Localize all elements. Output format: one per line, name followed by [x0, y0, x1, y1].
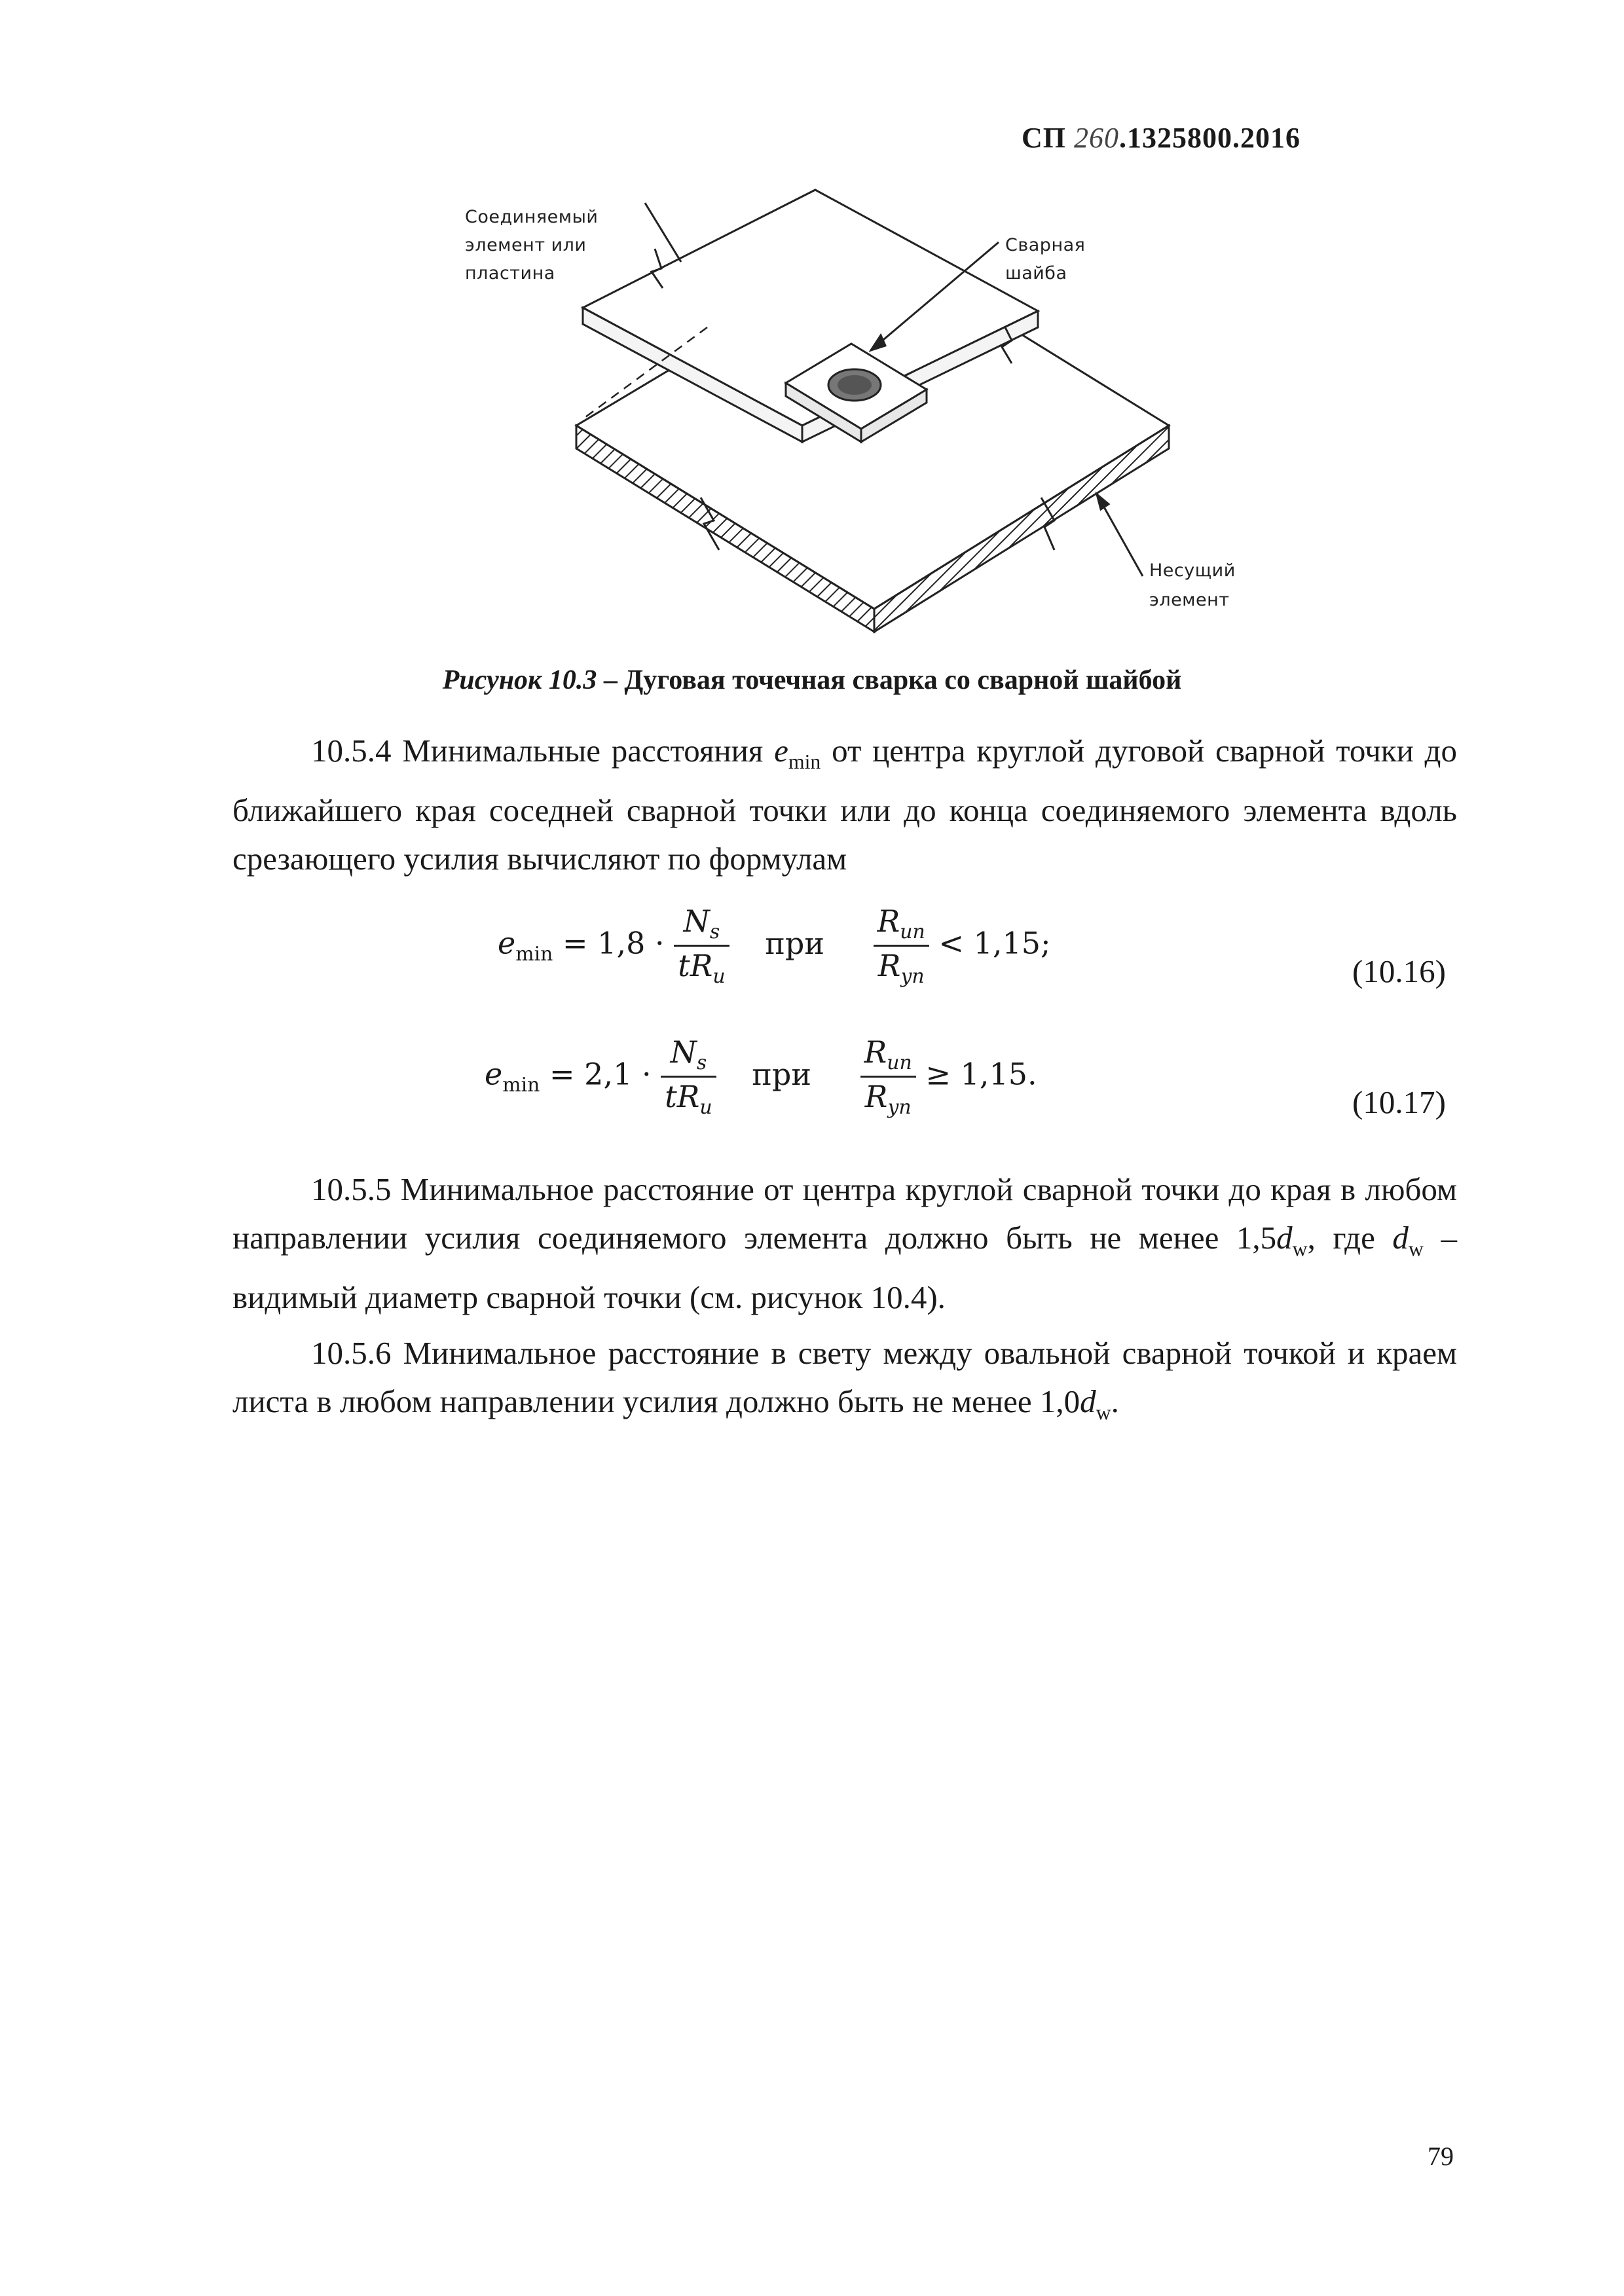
- condition-numerator-symbol: R: [864, 1034, 887, 1070]
- symbol-e: e: [774, 733, 788, 769]
- paragraph-text: Минимальное расстояние в свету между овальной сварной точкой и краем листа в любом направлении усилия должно быть не менее 1,0: [232, 1335, 1457, 1419]
- numerator-symbol: N: [670, 1034, 697, 1070]
- formula-lhs-subscript: min: [515, 942, 553, 966]
- fraction-denominator: [661, 1078, 716, 1119]
- clause-number: 10.5.4: [311, 733, 392, 769]
- formula-fraction: [674, 903, 729, 988]
- paragraph-10-5-4: [232, 727, 1457, 883]
- paragraph-text: Минимальные расстояния: [391, 733, 775, 769]
- fraction-numerator: [661, 1034, 716, 1078]
- document-code-prefix: СП: [1022, 122, 1074, 154]
- symbol-d: d: [1080, 1383, 1096, 1419]
- condition-relation: < 1,15;: [929, 925, 1051, 961]
- paragraph-text: , где: [1307, 1220, 1393, 1256]
- formula-lhs: e: [498, 925, 516, 961]
- formula-lhs-subscript: min: [502, 1073, 540, 1097]
- denominator-symbol: tR: [665, 1079, 700, 1115]
- label-weld-washer: [1005, 235, 1085, 283]
- equation-number-10-17: (10.17): [1352, 1084, 1446, 1120]
- symbol-d-subscript: w: [1096, 1400, 1111, 1424]
- page-number: 79: [1428, 2141, 1454, 2171]
- numerator-subscript: s: [696, 1051, 707, 1075]
- fraction-numerator: [674, 903, 729, 947]
- condition-numerator: [860, 1034, 916, 1078]
- symbol-d-subscript: w: [1408, 1237, 1424, 1260]
- equation-number-10-16: (10.16): [1352, 953, 1446, 989]
- condition-numerator-subscript: un: [887, 1051, 912, 1075]
- formula-10-17: [485, 1034, 1037, 1119]
- condition-numerator-subscript: un: [900, 920, 925, 944]
- condition-denominator-subscript: yn: [887, 1096, 912, 1120]
- condition-word: при: [752, 1056, 811, 1092]
- condition-word: при: [765, 925, 824, 961]
- document-code-suffix: .1325800.2016: [1119, 122, 1301, 154]
- label-joined-line-1: Соединяемый: [465, 207, 599, 227]
- arc-spot-weld-figure: [432, 183, 1297, 655]
- condition-fraction: [860, 1034, 916, 1119]
- figure-caption-label: Рисунок 10.3: [442, 665, 597, 695]
- paragraph-text: – видимый диаметр сварной точки (см. рисунок 10.4).: [232, 1220, 1457, 1315]
- label-joined-element: [465, 207, 598, 283]
- label-bearing-line-2: элемент: [1149, 590, 1230, 610]
- clause-number: 10.5.6: [311, 1335, 392, 1371]
- label-bearing-element: [1149, 560, 1236, 610]
- condition-numerator-symbol: R: [877, 903, 900, 939]
- label-joined-line-2: элемент или: [465, 235, 587, 255]
- fraction-denominator: [674, 947, 729, 988]
- paragraph-text: .: [1111, 1383, 1119, 1419]
- condition-denominator-symbol: R: [864, 1079, 888, 1115]
- condition-relation: ≥ 1,15.: [915, 1056, 1037, 1092]
- condition-denominator-symbol: R: [877, 948, 901, 984]
- symbol-e-subscript: min: [788, 750, 821, 773]
- symbol-d: d: [1276, 1220, 1293, 1256]
- denominator-symbol: tR: [678, 948, 713, 984]
- denominator-subscript: u: [712, 965, 726, 989]
- paragraph-10-5-5: [232, 1165, 1457, 1322]
- denominator-subscript: u: [699, 1096, 712, 1120]
- formula-10-16: [498, 903, 1050, 988]
- condition-denominator: [874, 947, 929, 988]
- formula-coefficient: = 1,8 ·: [553, 925, 674, 961]
- condition-denominator: [860, 1078, 916, 1119]
- condition-numerator: [874, 903, 929, 947]
- paragraph-text: от центра круглой дуговой сварной точки до ближайшего края соседней сварной точки или до конца соединяемого элемента вдоль срезающего усилия вычисляют по формулам: [232, 733, 1457, 877]
- label-joined-line-3: пластина: [465, 263, 555, 283]
- paragraph-text: Минимальное расстояние от центра круглой сварной точки до края в любом направлении усилия соединяемого элемента должно быть не менее 1,5: [232, 1171, 1457, 1256]
- label-washer-line-2: шайба: [1005, 263, 1067, 283]
- numerator-subscript: s: [709, 920, 720, 944]
- label-washer-line-1: Сварная: [1005, 235, 1086, 255]
- figure-caption-text: – Дуговая точечная сварка со сварной шайбой: [597, 665, 1182, 695]
- document-code: [1022, 121, 1301, 155]
- condition-denominator-subscript: yn: [900, 965, 925, 989]
- symbol-d-subscript: w: [1292, 1237, 1308, 1260]
- figure-caption: [0, 665, 1624, 696]
- label-bearing-line-1: Несущий: [1149, 560, 1236, 581]
- numerator-symbol: N: [683, 903, 710, 939]
- handwritten-number: 260: [1074, 122, 1119, 154]
- paragraph-10-5-6: [232, 1329, 1457, 1437]
- formula-coefficient: = 2,1 ·: [540, 1056, 661, 1092]
- symbol-d: d: [1392, 1220, 1409, 1256]
- condition-fraction: [874, 903, 929, 988]
- formula-lhs: e: [485, 1056, 503, 1092]
- clause-number: 10.5.5: [311, 1171, 392, 1207]
- formula-fraction: [661, 1034, 716, 1119]
